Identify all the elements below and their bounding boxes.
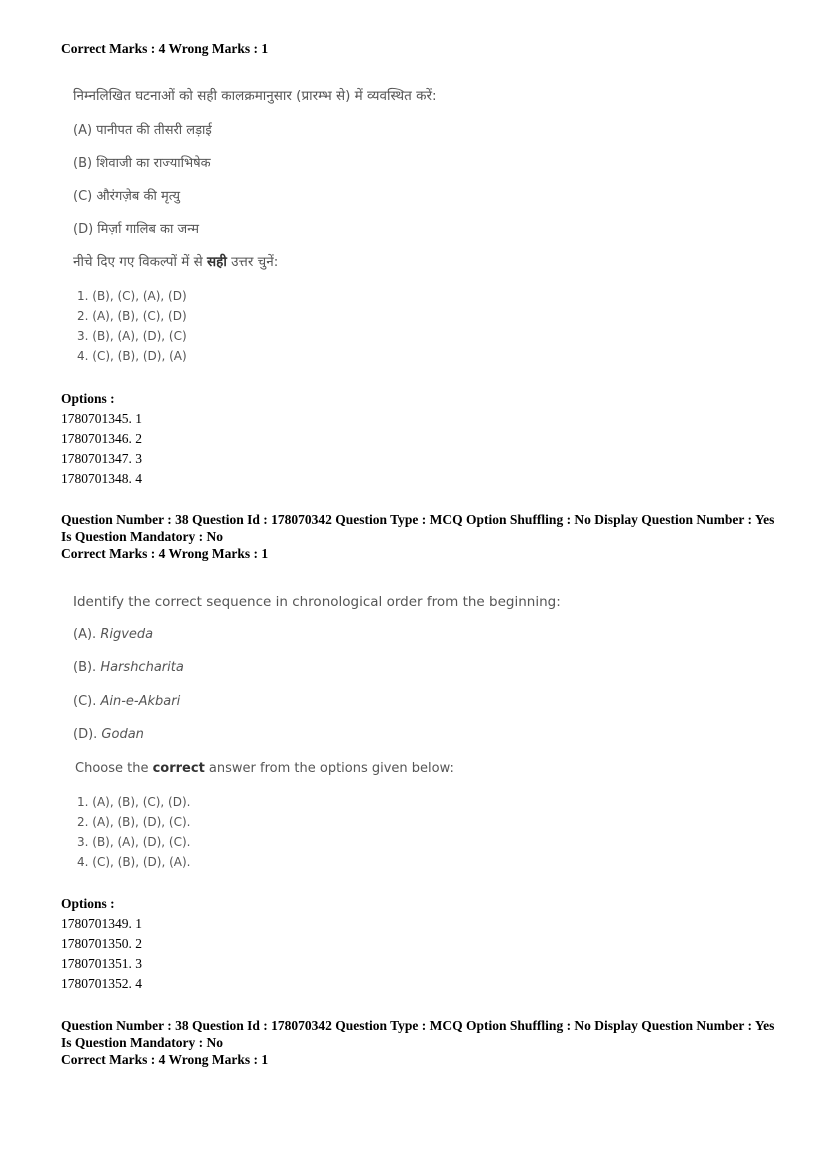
question-prompt: निम्नलिखित घटनाओं को सही कालक्रमानुसार (प्रारम्भ से) में व्यवस्थित करें: xyxy=(73,88,437,104)
question-item: (D) मिर्ज़ा गालिब का जन्म xyxy=(73,222,200,237)
option-item: 1780701351. 3 xyxy=(61,956,142,971)
answer-choice: 3. (B), (A), (D), (C). xyxy=(77,835,191,849)
answer-choice: 4. (C), (B), (D), (A). xyxy=(77,855,191,869)
marks-line: Correct Marks : 4 Wrong Marks : 1 xyxy=(61,41,269,56)
question-instruction: Choose the correct answer from the options given below: xyxy=(75,761,454,776)
answer-choice: 3. (B), (A), (D), (C) xyxy=(77,329,187,343)
question-item: (A). Rigveda xyxy=(73,627,154,642)
question-instruction: नीचे दिए गए विकल्पों में से सही उत्तर चुनें: xyxy=(73,254,279,270)
option-item: 1780701352. 4 xyxy=(61,976,142,991)
answer-choice: 1. (B), (C), (A), (D) xyxy=(77,289,187,303)
question-mandatory: Is Question Mandatory : No xyxy=(61,529,224,544)
question-item: (B) शिवाजी का राज्याभिषेक xyxy=(73,156,211,171)
option-item: 1780701349. 1 xyxy=(61,916,142,931)
question-item: (B). Harshcharita xyxy=(73,660,184,675)
answer-choice: 2. (A), (B), (D), (C). xyxy=(77,815,191,829)
question-prompt: Identify the correct sequence in chronological order from the beginning: xyxy=(73,594,561,610)
option-item: 1780701345. 1 xyxy=(61,411,142,426)
marks-line: Correct Marks : 4 Wrong Marks : 1 xyxy=(61,546,269,561)
question-item: (D). Godan xyxy=(73,727,144,742)
options-label: Options : xyxy=(61,896,115,911)
question-header: Question Number : 38 Question Id : 178070342 Question Type : MCQ Option Shuffling : No Display Question Number : Yes xyxy=(61,512,775,527)
answer-choice: 2. (A), (B), (C), (D) xyxy=(77,309,187,323)
option-item: 1780701347. 3 xyxy=(61,451,142,466)
options-label: Options : xyxy=(61,391,115,406)
answer-choice: 4. (C), (B), (D), (A) xyxy=(77,349,187,363)
question-item: (A) पानीपत की तीसरी लड़ाई xyxy=(73,123,212,138)
question-item: (C) औरंगज़ेब की मृत्यु xyxy=(73,189,181,204)
option-item: 1780701348. 4 xyxy=(61,471,142,486)
answer-choice: 1. (A), (B), (C), (D). xyxy=(77,795,191,809)
marks-line: Correct Marks : 4 Wrong Marks : 1 xyxy=(61,1052,269,1067)
question-item: (C). Ain-e-Akbari xyxy=(73,694,181,709)
question-header: Question Number : 38 Question Id : 178070342 Question Type : MCQ Option Shuffling : No Display Question Number : Yes xyxy=(61,1018,775,1033)
option-item: 1780701350. 2 xyxy=(61,936,142,951)
question-mandatory: Is Question Mandatory : No xyxy=(61,1035,224,1050)
option-item: 1780701346. 2 xyxy=(61,431,142,446)
